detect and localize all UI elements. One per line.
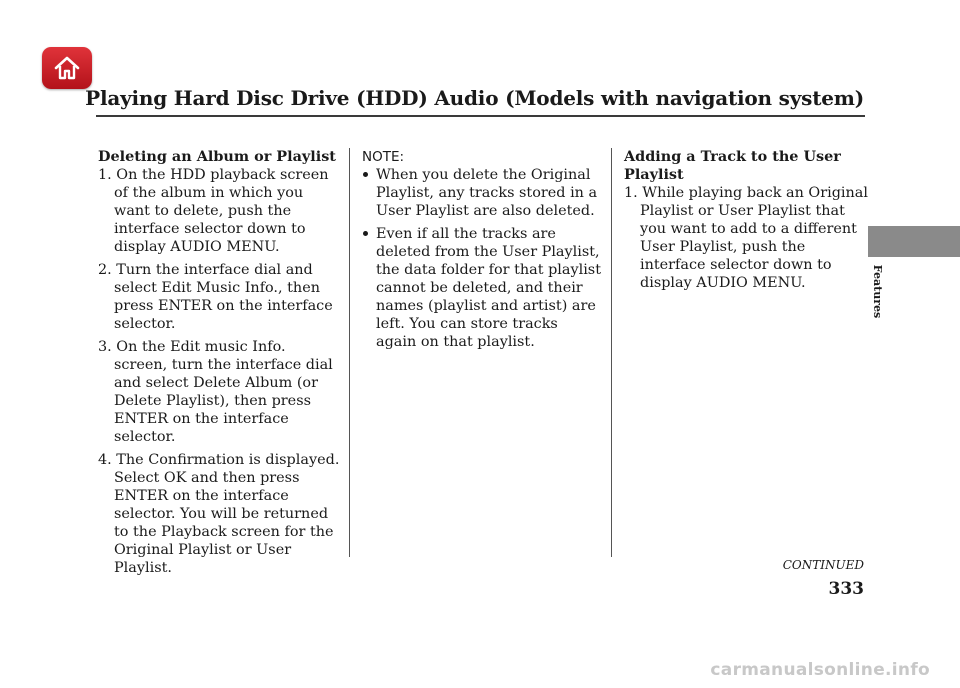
column-add-track [624, 148, 869, 297]
note-bullet [362, 166, 602, 220]
watermark: carmanualsonline.info [710, 660, 930, 680]
column-divider [349, 148, 350, 557]
note-bullet [362, 225, 602, 351]
header-divider [96, 115, 865, 117]
page-title: Playing Hard Disc Drive (HDD) Audio (Models with navigation system) [85, 86, 864, 110]
note-text: When you delete the Original Playlist, any tracks stored in a User Playlist are also deleted. [376, 167, 598, 219]
note-label: NOTE: [362, 149, 405, 165]
section-tab-marker[interactable] [868, 226, 960, 257]
note-text: Even if all the tracks are deleted from the User Playlist, the data folder for that playlist cannot be deleted, and their names (playlist and artist) are left. You can store tracks again on that playlist. [376, 226, 601, 350]
section-tab-text: Features [871, 264, 885, 318]
step-item: 1. On the HDD playback screen of the album in which you want to delete, push the interface selector down to display AUDIO MENU. [98, 167, 329, 255]
column-divider [611, 148, 612, 557]
step-item: 2. Turn the interface dial and select Edit Music Info., then press ENTER on the interface selector. [98, 262, 333, 332]
bullet-icon [363, 172, 368, 177]
column-note [362, 148, 602, 356]
home-icon [52, 55, 82, 81]
page-number: 333 [828, 579, 864, 599]
section-heading-delete: Deleting an Album or Playlist [98, 148, 336, 165]
home-button[interactable] [42, 47, 92, 89]
column-delete-album [98, 148, 342, 582]
continued-label: CONTINUED [782, 558, 864, 572]
section-tab-label [871, 266, 885, 316]
step-item: 3. On the Edit music Info. screen, turn the interface dial and select Delete Album (or Delete Playlist), then press ENTER on the interface selector. [98, 339, 333, 445]
step-item: 1. While playing back an Original Playlist or User Playlist that you want to add to a different User Playlist, push the interface selector down to display AUDIO MENU. [624, 185, 868, 291]
step-item: 4. The Confirmation is displayed. Select OK and then press ENTER on the interface selector. You will be returned to the Playback screen for the Original Playlist or User Playlist. [98, 452, 340, 576]
bullet-icon [363, 231, 368, 236]
section-heading-add: Adding a Track to the User Playlist [624, 148, 841, 183]
